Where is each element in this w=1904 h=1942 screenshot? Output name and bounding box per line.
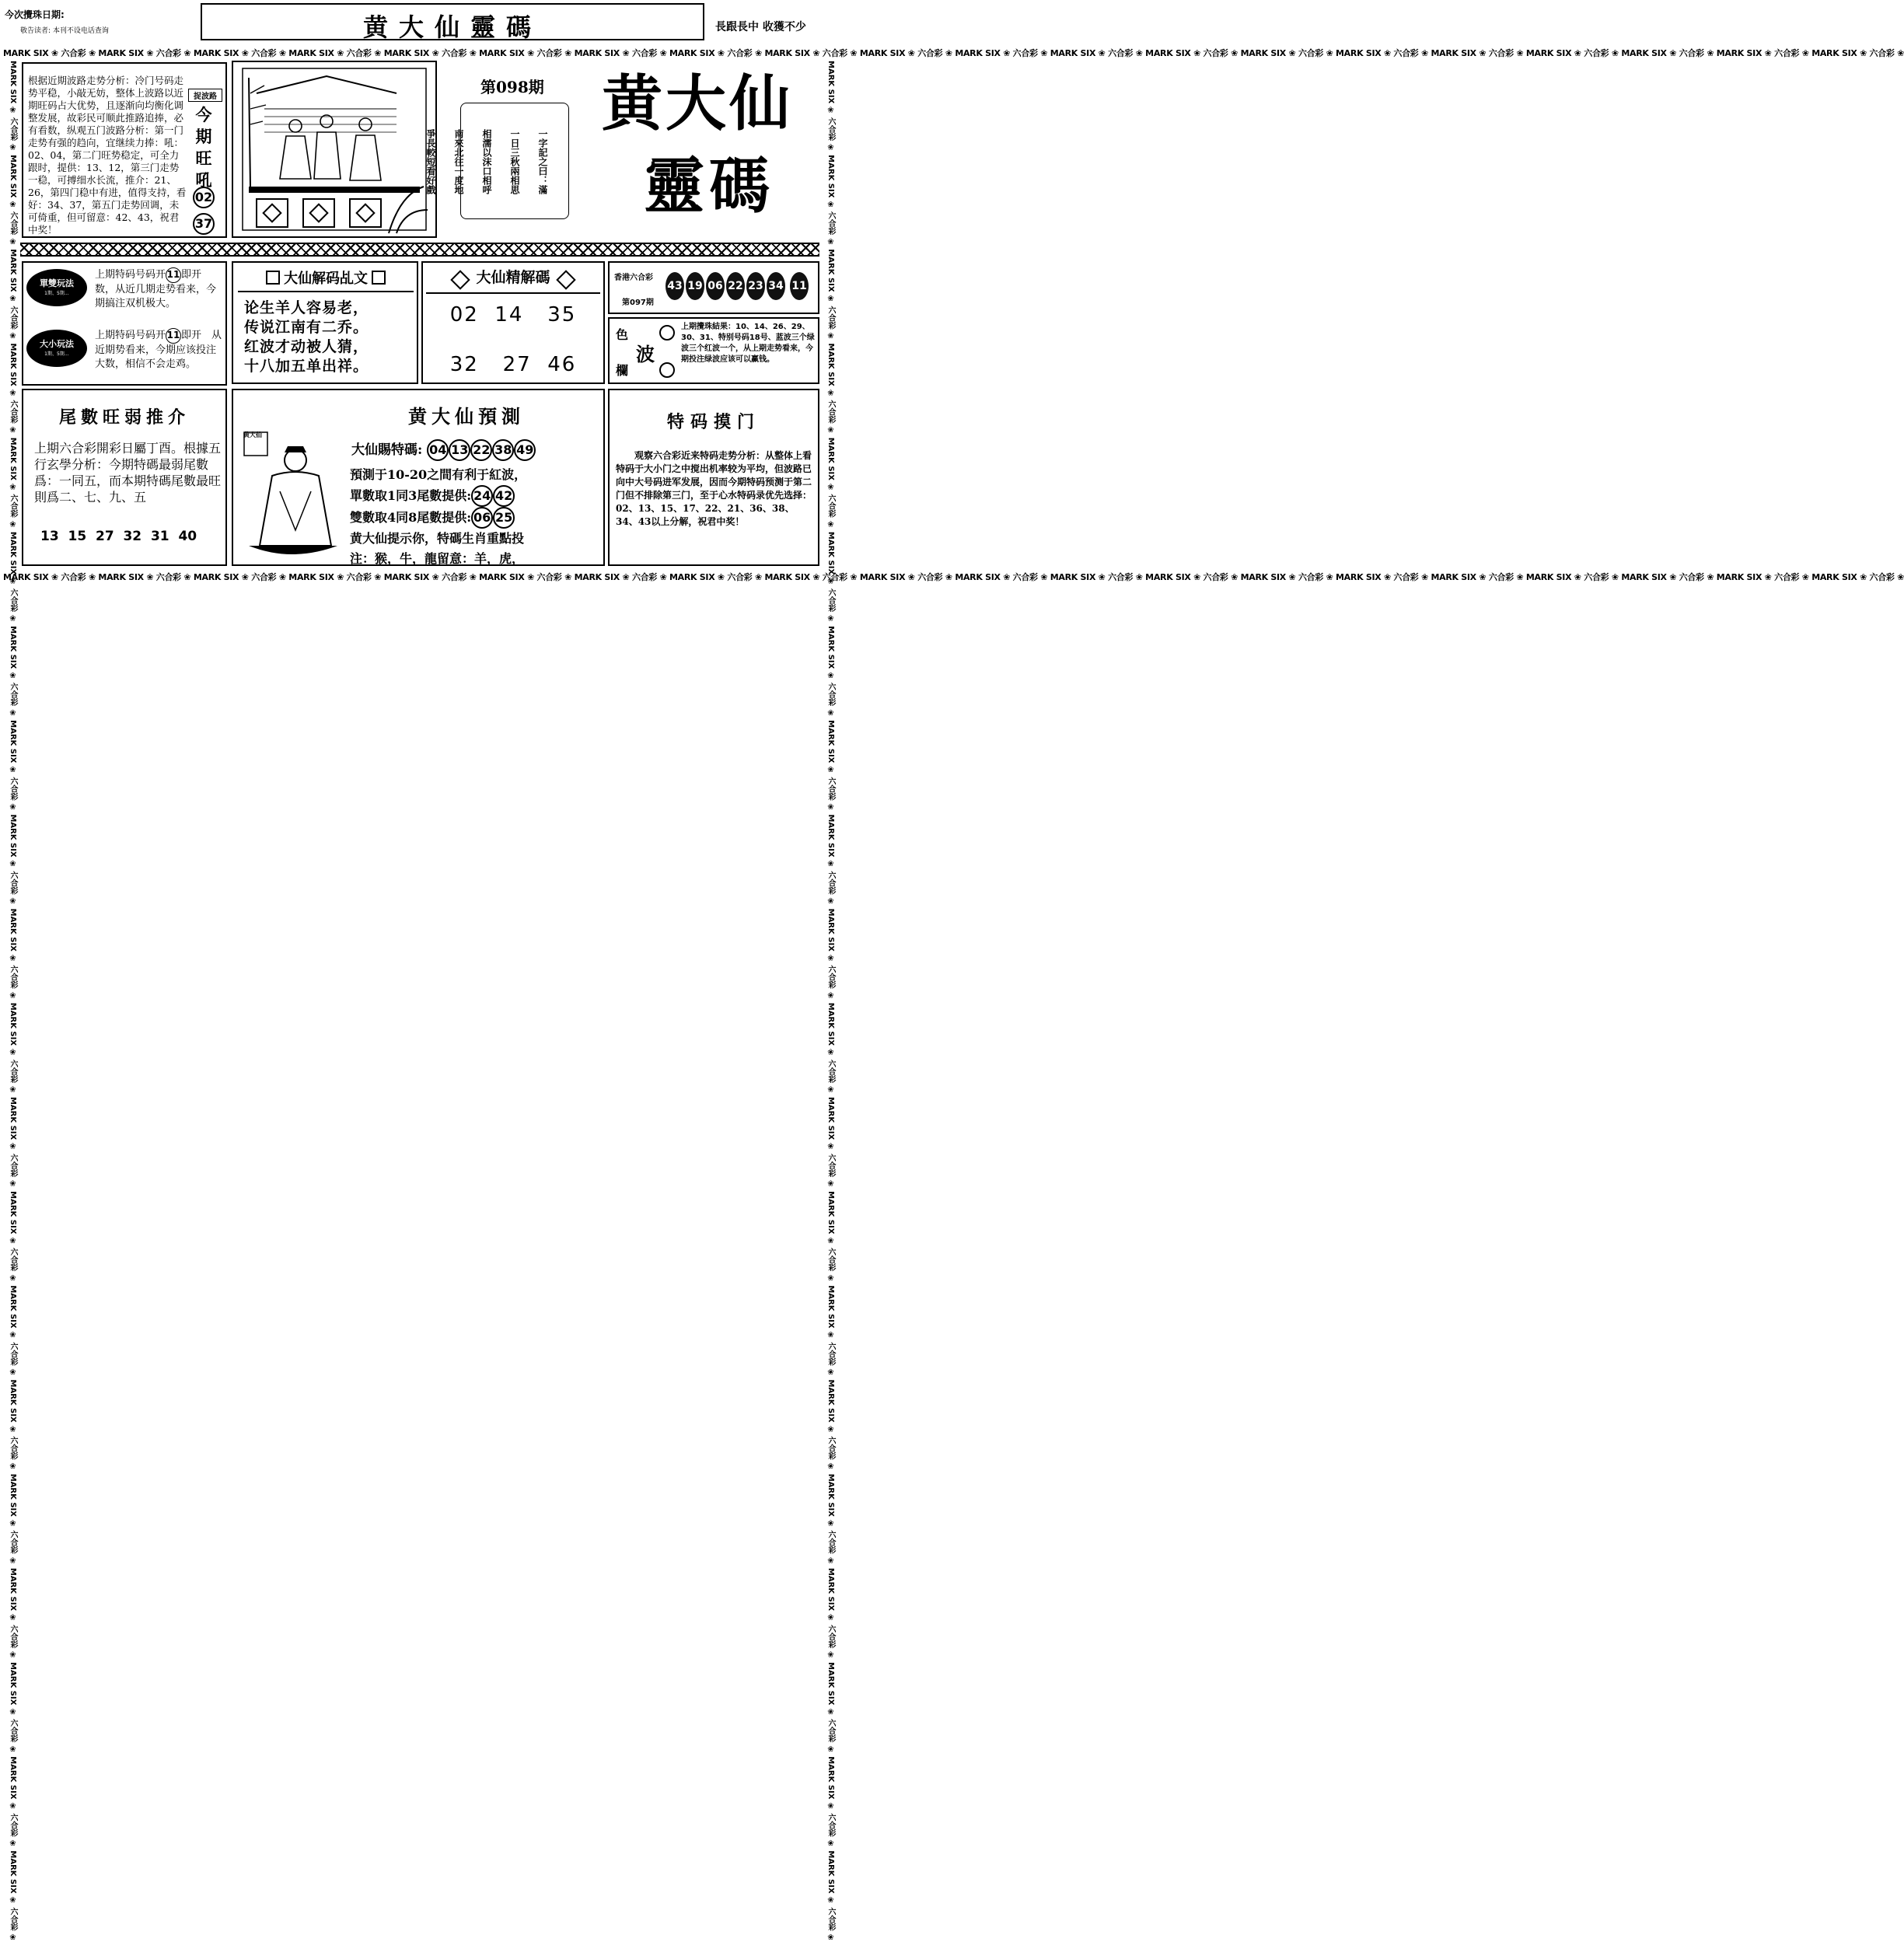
poem-lines <box>244 299 369 376</box>
gift-row <box>351 438 536 461</box>
results-balls <box>666 272 810 300</box>
big-title-line1: 黄大仙 <box>601 68 793 139</box>
gift-number: 04 <box>427 439 449 461</box>
precise-row1 <box>423 303 603 327</box>
gift-number: 38 <box>492 439 514 461</box>
big-small-badge <box>26 330 87 367</box>
big-small-sub: 1期、5期… <box>44 351 69 357</box>
poem-header <box>238 267 414 292</box>
sage-illustration <box>241 429 342 563</box>
result-ball: 19 <box>686 272 704 300</box>
single-double-sub: 1期、5期… <box>44 291 69 296</box>
predict-line: 黄大仙提示你，特碼生肖重點投 <box>350 531 525 546</box>
single-double-label: 單雙玩法 <box>40 278 74 288</box>
scene-illustration <box>233 62 435 236</box>
predict-line: 注：猴，牛，龍留意：羊，虎， <box>350 551 525 566</box>
result-ball: 23 <box>746 272 765 300</box>
scroll-line: 相濡以沫口相呼 <box>481 129 492 195</box>
single-double-prefix: 上期特码号码开 <box>95 269 166 281</box>
precise-number: 02 <box>449 303 479 327</box>
precise-number: 32 <box>449 353 479 376</box>
big-small-body: 即开 从近期势看来，今期应该投注大数，相信不会走鸡。 <box>95 330 222 370</box>
precise-number: 35 <box>547 303 577 327</box>
result-ball: 34 <box>767 272 785 300</box>
markssix-strip-left: MARK SIX ❀ 六合彩 ❀ MARK SIX ❀ 六合彩 ❀ MARK SIX ❀ 六合彩 ❀ MARK SIX ❀ 六合彩 ❀ MARK SIX ❀ 六合彩 ❀ MARK SIX ❀ 六合彩 ❀ MARK SIX ❀ 六合彩 ❀ MARK SIX ❀ 六合彩 ❀ MARK SIX ❀ 六合彩 ❀ MARK SIX ❀ 六合彩 ❀ MARK SIX ❀ 六合彩 ❀ MARK SIX ❀ 六合彩 ❀ MARK SIX ❀ 六合彩 ❀ MARK SIX ❀ 六合彩 ❀ MARK SIX ❀ 六合彩 ❀ MARK SIX ❀ 六合彩 ❀ MARK SIX ❀ 六合彩 ❀ MARK SIX ❀ 六合彩 ❀ MARK SIX ❀ 六合彩 ❀ MARK SIX ❀ 六合彩 ❀ <box>9 61 17 1942</box>
color-wave-label: 欄 <box>616 363 629 378</box>
single-double-badge <box>26 269 87 306</box>
poem-line: 论生羊人容易老， <box>244 299 369 316</box>
big-small-text <box>95 328 224 372</box>
sage-stamp: 黄大仙 <box>243 431 262 438</box>
wave-badge-number: 37 <box>193 213 215 235</box>
poem-panel <box>232 261 418 384</box>
predict-line <box>350 507 526 529</box>
predict-line <box>350 485 526 507</box>
predict-line-prefix: 單數取1同3尾數提供: <box>350 488 472 503</box>
gift-label: 大仙賜特碼: <box>351 442 423 458</box>
illustration-panel <box>232 61 437 238</box>
diamond-icon <box>556 270 575 289</box>
predict-body <box>350 465 526 569</box>
circle-icon <box>659 325 675 341</box>
result-ball: 06 <box>706 272 725 300</box>
results-label: 香港六合彩 <box>614 274 653 282</box>
precise-title: 大仙精解碼 <box>476 269 550 286</box>
color-wave-panel <box>608 317 819 384</box>
odd-number: 42 <box>493 485 515 507</box>
big-title-line2: 靈碼 <box>643 151 774 222</box>
poem-title: 大仙解码乩文 <box>284 271 368 287</box>
last-number-circle: 11 <box>166 267 181 283</box>
big-small-prefix: 上期特码号码开 <box>95 330 166 341</box>
color-wave-label: 波 <box>636 343 655 365</box>
poem-line: 十八加五单出祥。 <box>244 358 369 375</box>
single-double-body: 即开 数，从近几期走势看来，今期搞注双机极大。 <box>95 269 217 309</box>
predict-line-prefix: 雙數取4同8尾數提供: <box>350 510 472 525</box>
header-title-box <box>201 3 704 40</box>
scroll-box <box>425 103 569 219</box>
poem-line: 传说江南有二乔。 <box>244 319 369 336</box>
draw-date-label: 今次攪珠日期: <box>5 9 65 20</box>
scroll-line: 一字記之曰：滿 <box>537 129 548 195</box>
even-number: 06 <box>471 507 493 529</box>
precise-header <box>426 266 600 294</box>
color-wave-text: 上期攪珠結果：10、14、26、29、30、31、特别号码18号、蓝波三个绿波三个红波一个，从上期走势看来，今期投注绿波应该可以赢钱。 <box>681 323 815 364</box>
last-number-circle: 11 <box>166 328 181 344</box>
color-wave-label: 色 <box>616 327 629 342</box>
big-small-label: 大小玩法 <box>40 339 74 349</box>
tail-numbers: 13 15 27 32 31 40 <box>40 529 197 544</box>
result-ball-special: 11 <box>790 272 809 300</box>
result-ball: 43 <box>666 272 684 300</box>
markssix-strip-bottom: MARK SIX ❀ 六合彩 ❀ MARK SIX ❀ 六合彩 ❀ MARK SIX ❀ 六合彩 ❀ MARK SIX ❀ 六合彩 ❀ MARK SIX ❀ 六合彩 ❀ MARK SIX ❀ 六合彩 ❀ MARK SIX ❀ 六合彩 ❀ MARK SIX ❀ 六合彩 ❀ MARK SIX ❀ 六合彩 ❀ MARK SIX ❀ 六合彩 ❀ MARK SIX ❀ 六合彩 ❀ MARK SIX ❀ 六合彩 ❀ MARK SIX ❀ 六合彩 ❀ MARK SIX ❀ 六合彩 ❀ MARK SIX ❀ 六合彩 ❀ MARK SIX ❀ 六合彩 ❀ MARK SIX ❀ 六合彩 ❀ MARK SIX ❀ 六合彩 ❀ MARK SIX ❀ 六合彩 ❀ MARK SIX ❀ 六合彩 ❀ <box>3 572 1904 582</box>
circle-icon <box>659 362 675 378</box>
precise-number: 46 <box>547 353 577 376</box>
issue-panel <box>425 62 582 238</box>
results-panel <box>608 261 819 314</box>
scroll-line: 南來北往一度地 <box>453 129 464 195</box>
wave-analysis-text: 根据近期波路走势分析：冷门号码走势平稳，小敲无妨，整体上波路以近期旺码占大优势，且逐渐向均衡化调整发展，故彩民可顺此推路追捧，必有看数，纵观五门波路分析：第一门走势有强的趋向，宜继续力捧：吼：02、04，第二门旺势稳定，可全力跟时，提供：13、12，第三门走势一稳，可搏细水长流，推介：21、26，第四门稳中有进，值得支持，看好：34、37，第五门走势回调，未可倚重，但可留意：42、43，祝君中奖！ <box>28 75 187 236</box>
diamond-icon <box>451 270 470 289</box>
wave-tag: 捉波路 <box>188 89 222 102</box>
markssix-strip-top: MARK SIX ❀ 六合彩 ❀ MARK SIX ❀ 六合彩 ❀ MARK SIX ❀ 六合彩 ❀ MARK SIX ❀ 六合彩 ❀ MARK SIX ❀ 六合彩 ❀ MARK SIX ❀ 六合彩 ❀ MARK SIX ❀ 六合彩 ❀ MARK SIX ❀ 六合彩 ❀ MARK SIX ❀ 六合彩 ❀ MARK SIX ❀ 六合彩 ❀ MARK SIX ❀ 六合彩 ❀ MARK SIX ❀ 六合彩 ❀ MARK SIX ❀ 六合彩 ❀ MARK SIX ❀ 六合彩 ❀ MARK SIX ❀ 六合彩 ❀ MARK SIX ❀ 六合彩 ❀ MARK SIX ❀ 六合彩 ❀ MARK SIX ❀ 六合彩 ❀ MARK SIX ❀ 六合彩 ❀ MARK SIX ❀ 六合彩 ❀ <box>3 48 1904 58</box>
scroll-text <box>410 110 564 211</box>
gift-number: 13 <box>449 439 470 461</box>
even-number: 25 <box>493 507 515 529</box>
predict-title: 黄大仙預測 <box>408 405 525 428</box>
predict-line: 預測于10-20之間有利于紅波， <box>350 467 527 482</box>
scroll-line: 一日三秋兩相思 <box>509 129 520 195</box>
tail-panel <box>22 389 227 566</box>
single-double-text <box>95 267 224 311</box>
special-title: 特码摸门 <box>666 412 760 432</box>
results-issue: 第097期 <box>622 299 654 307</box>
odd-number: 24 <box>471 485 493 507</box>
result-ball: 22 <box>726 272 745 300</box>
gift-number: 49 <box>514 439 536 461</box>
precise-row2 <box>423 353 603 376</box>
poem-line: 红波才动被人猜， <box>244 338 369 355</box>
square-icon <box>266 271 280 285</box>
gift-number: 22 <box>470 439 492 461</box>
header-slogan: 長跟長中 收獲不少 <box>715 21 806 33</box>
diamond-separator <box>20 243 819 257</box>
page-title: 黄大仙靈碼 <box>362 12 542 42</box>
issue-label: 第098期 <box>480 78 544 96</box>
precise-number: 14 <box>494 303 524 327</box>
scroll-line: 爭長較短看好戲 <box>425 129 436 195</box>
play-panel <box>22 261 227 386</box>
markssix-strip-right: MARK SIX ❀ 六合彩 ❀ MARK SIX ❀ 六合彩 ❀ MARK SIX ❀ 六合彩 ❀ MARK SIX ❀ 六合彩 ❀ MARK SIX ❀ 六合彩 ❀ MARK SIX ❀ 六合彩 ❀ MARK SIX ❀ 六合彩 ❀ MARK SIX ❀ 六合彩 ❀ MARK SIX ❀ 六合彩 ❀ MARK SIX ❀ 六合彩 ❀ MARK SIX ❀ 六合彩 ❀ MARK SIX ❀ 六合彩 ❀ MARK SIX ❀ 六合彩 ❀ MARK SIX ❀ 六合彩 ❀ MARK SIX ❀ 六合彩 ❀ MARK SIX ❀ 六合彩 ❀ MARK SIX ❀ 六合彩 ❀ MARK SIX ❀ 六合彩 ❀ MARK SIX ❀ 六合彩 ❀ MARK SIX ❀ 六合彩 ❀ <box>826 61 835 1942</box>
wave-badge-text: 今期旺吼 <box>195 105 212 190</box>
precise-panel <box>421 261 605 384</box>
special-text: 观察六合彩近来特码走势分析：从整体上看特码于大小门之中搅出机率较为平均，但波路已向中大号码进军发展，因而今期特码预测于第二门但不排除第三门，至于心水特码录优先选择：02、13、15、17、22、21、36、38、34、43以上分解，祝君中奖！ <box>616 450 812 527</box>
tail-text: 上期六合彩開彩日屬丁酉。根據五行玄學分析：今期特碼最弱尾數爲：一同五，而本期特碼尾數最旺則爲二、七、九、五 <box>34 441 222 505</box>
special-panel <box>608 389 819 566</box>
reader-notice: 敬告读者: 本刊不设电话查询 <box>20 27 109 35</box>
wave-analysis-panel <box>22 62 227 238</box>
precise-number: 27 <box>502 353 532 376</box>
square-icon <box>372 271 386 285</box>
wave-badge-number: 02 <box>193 187 215 208</box>
predict-panel <box>232 389 605 566</box>
tail-title: 尾數旺弱推介 <box>58 407 190 428</box>
big-title-panel <box>585 64 818 236</box>
